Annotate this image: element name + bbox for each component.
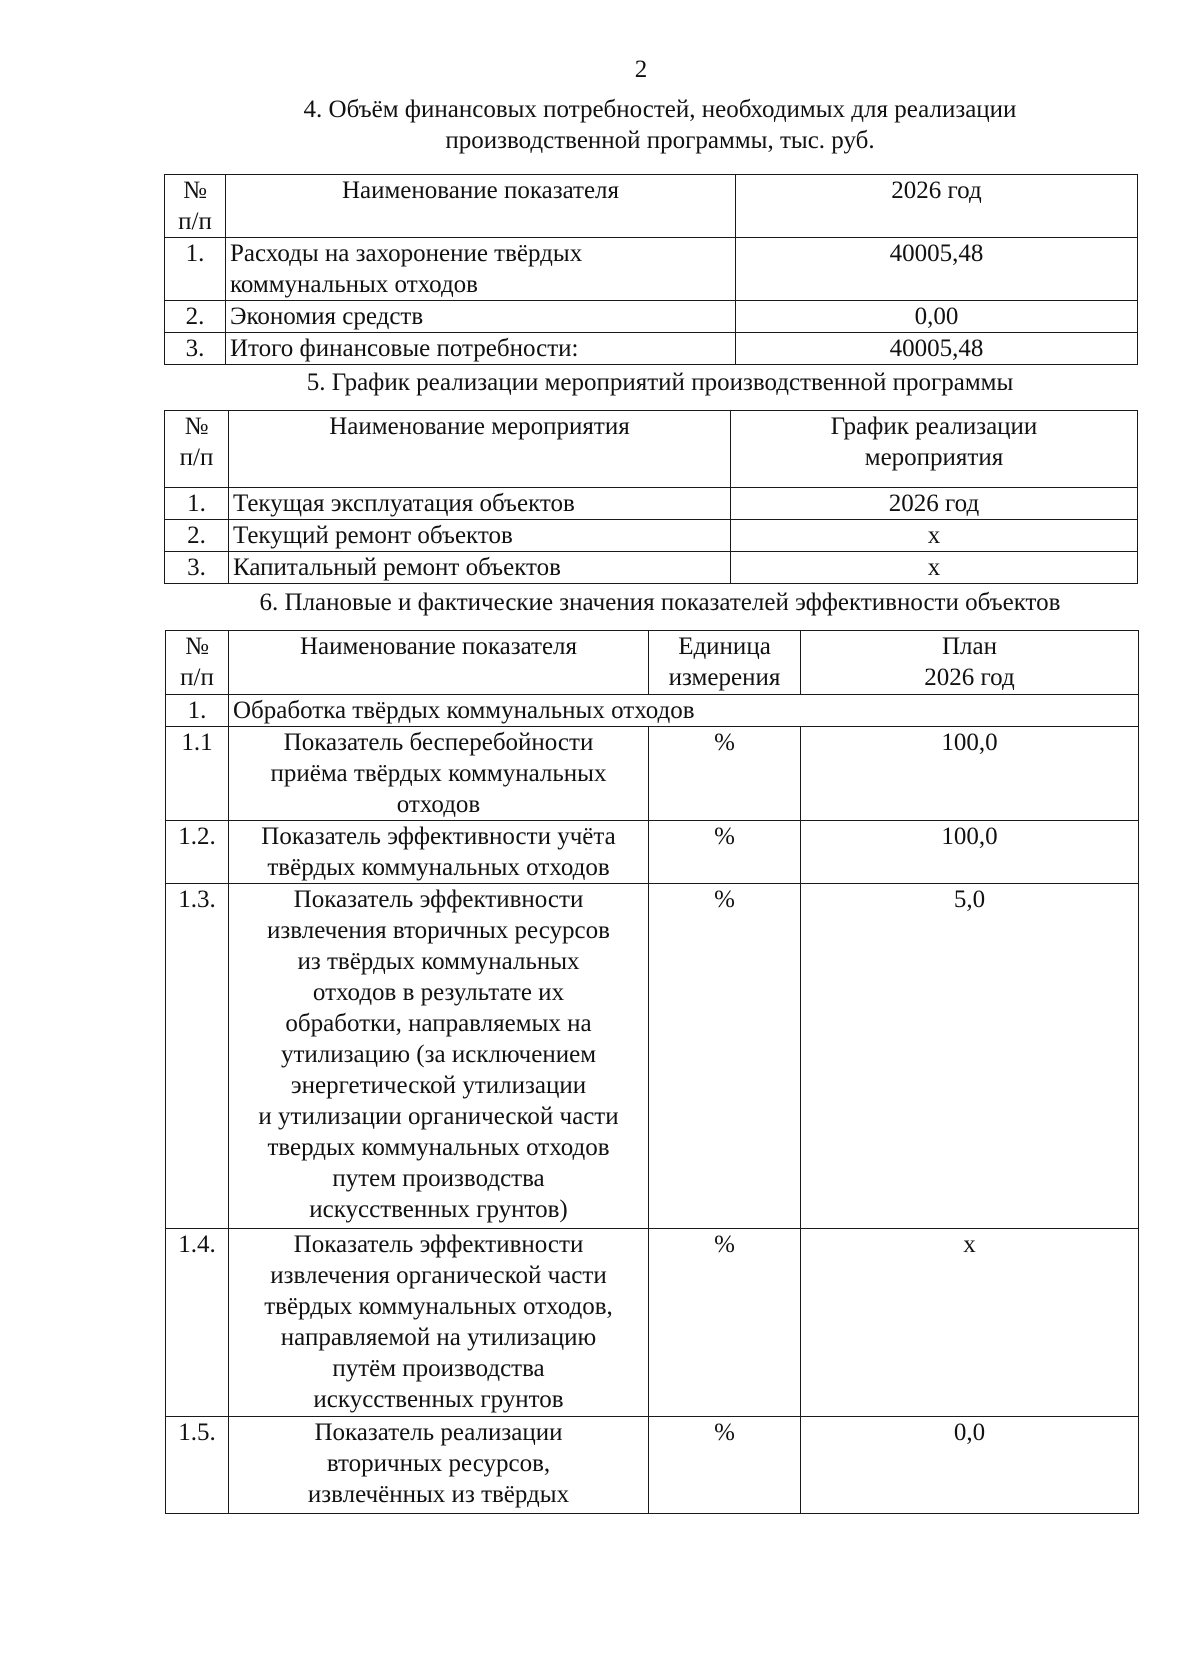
table-row [166,1417,1139,1514]
row-name: Капитальный ремонт объектов [229,552,731,584]
header-name: Наименование показателя [229,631,649,695]
row-num: 1.5. [166,1417,229,1514]
header-num-line2: п/п [178,208,212,235]
table-row [165,301,1138,333]
row-name-line: Показатель бесперебойности [283,729,594,756]
table-header-row [166,631,1139,695]
row-name: Экономия средств [226,301,736,333]
row-value: 0,0 [801,1417,1139,1514]
header-year: 2026 год [736,175,1138,238]
row-name-line: извлечения вторичных ресурсов [267,917,610,944]
row-value: х [731,552,1138,584]
section-4-title-line2: производственной программы, тыс. руб. [445,127,875,154]
header-num-line1: № [183,177,207,204]
row-unit: % [649,884,801,1229]
header-schedule [731,411,1138,488]
header-num-line2: п/п [180,664,214,691]
row-name-line: вторичных ресурсов, [326,1450,551,1477]
row-unit: % [649,1417,801,1514]
header-schedule-line1: График реализации [830,413,1038,440]
group-name: Обработка твёрдых коммунальных отходов [229,695,1139,727]
row-value: 0,00 [736,301,1138,333]
row-name: Текущий ремонт объектов [229,520,731,552]
row-name-line: извлечённых из твёрдых [307,1481,570,1508]
section-5-title: 5. График реализации мероприятий производственной программы [306,369,1014,396]
row-name-line: направляемой на утилизацию [280,1324,597,1351]
table-header-row [165,175,1138,238]
header-plan [801,631,1139,695]
row-name: Итого финансовые потребности: [226,333,736,365]
row-unit: % [649,727,801,821]
header-num-line1: № [185,633,209,660]
row-num: 1.2. [166,821,229,884]
table-row [166,1229,1139,1417]
row-name-line: Расходы на захоронение твёрдых [230,240,583,267]
table-row [165,333,1138,365]
row-name-line: отходов в результате их [312,979,565,1006]
row-name-line: путём производства [332,1355,545,1382]
page-number: 2 [634,56,648,83]
header-num [166,631,229,695]
row-name-line: обработки, направляемых на [285,1010,592,1037]
row-value: 2026 год [731,488,1138,520]
section-6-title: 6. Плановые и фактические значения показателей эффективности объектов [259,589,1061,616]
efficiency-table [165,630,1139,1514]
row-name-line: Показатель эффективности [293,1231,584,1258]
row-unit: % [649,1229,801,1417]
header-num-line1: № [184,413,209,440]
row-name-line: отходов [396,791,481,818]
row-name-line: и утилизации органической части [258,1103,619,1130]
row-name-line: твёрдых коммунальных отходов, [264,1293,613,1320]
row-name [229,727,649,821]
row-name-line: путем производства [332,1165,545,1192]
table-group-row [166,695,1139,727]
row-name-line: коммунальных отходов [230,271,478,298]
row-value: х [731,520,1138,552]
header-num [165,411,229,488]
row-name-line: извлечения органической части [270,1262,607,1289]
row-name [229,1417,649,1514]
row-name-line: искусственных грунтов [313,1386,564,1413]
header-plan-line1: План [941,633,997,660]
header-schedule-line2: мероприятия [864,444,1004,471]
header-name: Наименование показателя [226,175,736,238]
row-name-line: Показатель эффективности [293,886,584,913]
row-num: 3. [165,333,226,365]
row-name-line: твёрдых коммунальных отходов [267,854,610,881]
schedule-table [164,410,1138,584]
row-name [229,821,649,884]
row-value: 100,0 [801,727,1139,821]
row-name [226,238,736,301]
section-4-title-line1: 4. Объём финансовых потребностей, необходимых для реализации [303,96,1017,123]
table-row [166,884,1139,1229]
row-name-line: приёма твёрдых коммунальных [270,760,607,787]
table-row [165,552,1138,584]
financial-needs-table [164,174,1138,365]
row-name-line: искусственных грунтов) [309,1196,568,1223]
row-num: 1.1 [166,727,229,821]
header-plan-line2: 2026 год [924,664,1015,691]
row-value: 40005,48 [736,333,1138,365]
row-name-line: из твёрдых коммунальных [297,948,580,975]
section-4-title [160,94,1160,156]
row-name-line: Показатель эффективности учёта [261,823,616,850]
row-name [229,884,649,1229]
row-value: 100,0 [801,821,1139,884]
row-value: 40005,48 [736,238,1138,301]
row-num: 3. [165,552,229,584]
table-row [166,821,1139,884]
row-name-line: твердых коммунальных отходов [267,1134,610,1161]
row-num: 2. [165,301,226,333]
row-value: 5,0 [801,884,1139,1229]
header-num [165,175,226,238]
table-row [165,488,1138,520]
table-row [165,238,1138,301]
row-num: 2. [165,520,229,552]
row-name: Текущая эксплуатация объектов [229,488,731,520]
row-name-line: Показатель реализации [314,1419,563,1446]
row-num: 1. [165,488,229,520]
row-num: 1.3. [166,884,229,1229]
table-header-row [165,411,1138,488]
row-unit: % [649,821,801,884]
header-unit-line2: измерения [668,664,781,691]
row-num: 1.4. [166,1229,229,1417]
header-num-line2: п/п [179,444,214,471]
header-name: Наименование мероприятия [229,411,731,488]
table-row [166,727,1139,821]
row-name-line: энергетической утилизации [290,1072,587,1099]
row-name-line: утилизацию (за исключением [280,1041,597,1068]
group-num: 1. [166,695,229,727]
row-num: 1. [165,238,226,301]
header-unit [649,631,801,695]
table-row [165,520,1138,552]
header-unit-line1: Единица [678,633,771,660]
row-value: х [801,1229,1139,1417]
row-name [229,1229,649,1417]
